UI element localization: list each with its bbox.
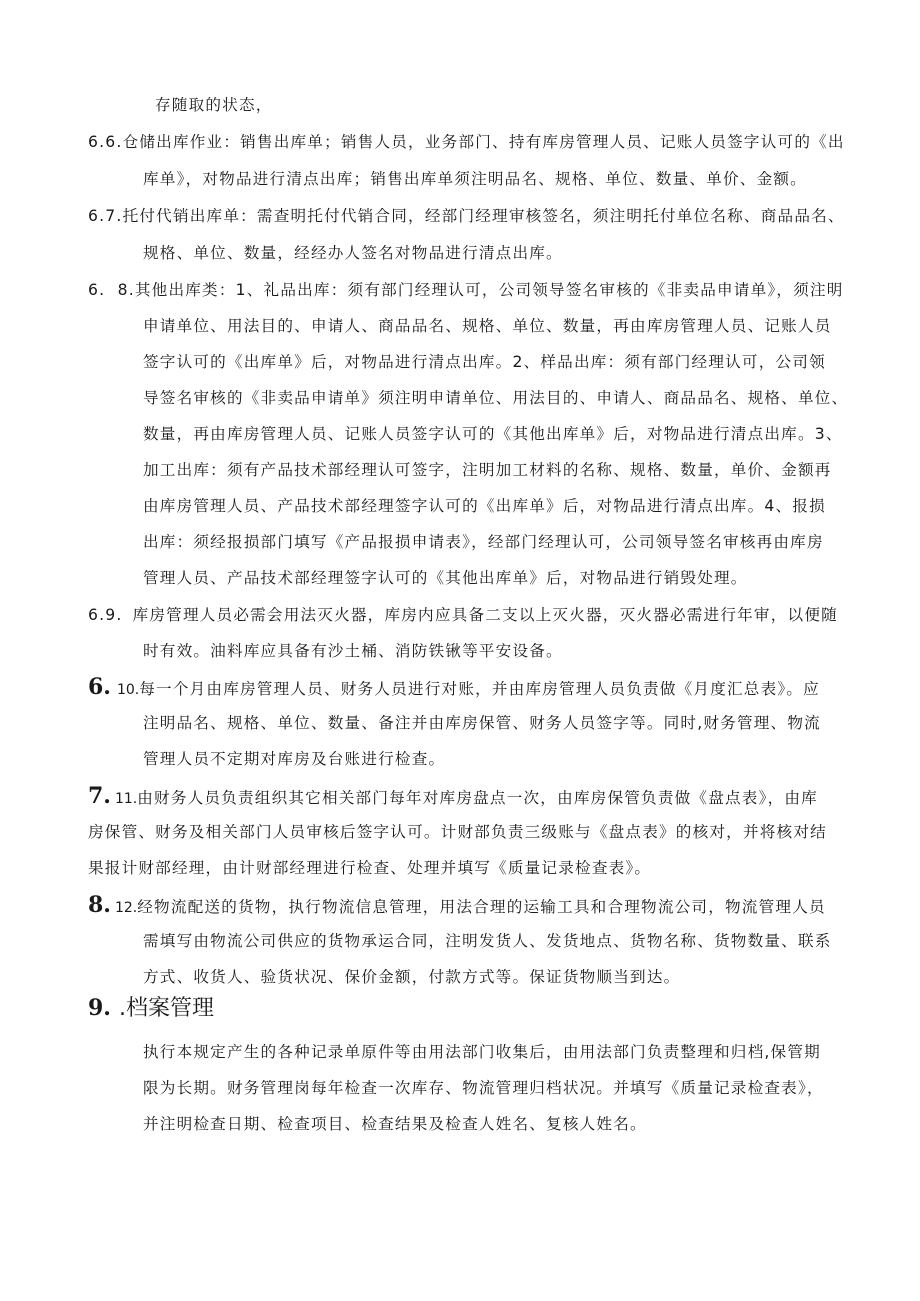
- clause-number: 6.: [88, 674, 111, 700]
- clause-text: 库房管理人员必需会用法灭火器，库房内应具备二支以上灭火器，灭火器必需进行年审，以便随: [132, 606, 838, 624]
- clause-text: 由财务人员负责组织其它相关部门每年对库房盘点一次，由库房保管负责做《盘点表》，由库: [137, 789, 818, 807]
- paragraph-line: 执行本规定产生的各种记录单原件等由用法部门收集后，由用法部门负责整理和归档,保管期: [143, 1043, 821, 1061]
- paragraph-line: 注明品名、规格、单位、数量、备注并由库房保管、财务人员签字等。同时,财务管理、物流: [143, 714, 821, 732]
- paragraph-line: 方式、收货人、验货状况、保价金额，付款方式等。保证货物顺当到达。: [143, 968, 681, 986]
- paragraph-line: 果报计财部经理，由计财部经理进行检查、处理并填写《质量记录检查表》。: [88, 859, 652, 877]
- paragraph-line: 申请单位、用法目的、申请人、商品品名、规格、单位、数量，再由库房管理人员、记账人员: [143, 317, 832, 335]
- paragraph-line: 出库：须经报损部门填写《产品报损申请表》，经部门经理认可，公司领导签名审核再由库房: [143, 533, 824, 551]
- clause-7-11-line: [88, 783, 818, 809]
- paragraph-line: 时有效。油料库应具备有沙土桶、消防铁锹等平安设备。: [143, 642, 563, 660]
- section-heading-archive: [88, 995, 214, 1022]
- section-title: .档案管理: [118, 996, 214, 1021]
- paragraph-line: 库单》，对物品进行清点出库；销售出库单须注明品名、规格、单位、数量、单价、金额。: [143, 170, 807, 188]
- paragraph-line: 并注明检查日期、检查项目、检查结果及检查人姓名、复核人姓名。: [143, 1115, 647, 1133]
- section-number: 9.: [88, 995, 111, 1021]
- clause-text: 经物流配送的货物，执行物流信息管理，用法合理的运输工具和合理物流公司，物流管理人员: [137, 898, 826, 916]
- paragraph-line: 签字认可的《出库单》后，对物品进行清点出库。2、样品出库：须有部门经理认可，公司领: [143, 353, 826, 371]
- clause-number: 7.: [88, 783, 111, 809]
- clause-number: 6.9.: [88, 606, 123, 624]
- paragraph-line: 数量，再由库房管理人员、记账人员签字认可的《其他出库单》后，对物品进行清点出库。3、: [143, 425, 843, 443]
- paragraph-line: 加工出库：须有产品技术部经理认可签字，注明加工材料的名称、规格、数量，单价、金额再: [143, 461, 832, 479]
- paragraph-line: 限为长期。财务管理岗每年检查一次库存、物流管理归档状况。并填写《质量记录检查表》，: [143, 1079, 824, 1097]
- clause-text: 托付代销出库单：需查明托付代销合同，经部门经理审核签名，须注明托付单位名称、商品品名、: [122, 207, 845, 225]
- paragraph-line: 房保管、财务及相关部门人员审核后签字认可。计财部负责三级账与《盘点表》的核对，并将核对结: [88, 823, 827, 841]
- clause-text: 仓储出库作业：销售出库单；销售人员，业务部门、持有库房管理人员、记账人员签字认可的《出: [122, 133, 845, 151]
- paragraph-line: 导签名审核的《非卖品申请单》须注明申请单位、用法目的、申请人、商品品名、规格、单位、: [143, 389, 849, 407]
- clause-number: 6.6.: [88, 133, 123, 151]
- clause-number: 6.7.: [88, 207, 123, 225]
- paragraph-line: 由库房管理人员、产品技术部经理签字认可的《出库单》后，对物品进行清点出库。4、报损: [143, 497, 826, 515]
- clause-subnumber: 10.: [116, 682, 140, 698]
- clause-6-6-line: [88, 132, 845, 152]
- clause-6-8-line: [88, 280, 844, 300]
- clause-8-12-line: [88, 892, 826, 918]
- clause-number: 8.: [88, 892, 111, 918]
- paragraph-line: 管理人员不定期对库房及台账进行检查。: [143, 750, 446, 768]
- paragraph-line: 规格、单位、数量，经经办人签名对物品进行清点出库。: [143, 244, 563, 262]
- paragraph-line: 存随取的状态，: [155, 96, 273, 114]
- paragraph-line: 需填写由物流公司供应的货物承运合同，注明发货人、发货地点、货物名称、货物数量、联系: [143, 932, 832, 950]
- clause-subnumber: 11.: [114, 791, 138, 807]
- clause-subnumber: 12.: [114, 900, 138, 916]
- clause-6-10-line: [88, 674, 820, 700]
- clause-6-9-line: [88, 605, 838, 625]
- clause-6-7-line: [88, 206, 845, 226]
- clause-text: 其他出库类：1、礼品出库：须有部门经理认可，公司领导签名审核的《非卖品申请单》，须注明: [134, 281, 844, 299]
- paragraph-line: 管理人员、产品技术部经理签字认可的《其他出库单》后，对物品进行销毁处理。: [143, 569, 748, 587]
- clause-number: 6. 8.: [88, 281, 135, 299]
- clause-text: 每一个月由库房管理人员、财务人员进行对账，并由库房管理人员负责做《月度汇总表》。应: [139, 680, 820, 698]
